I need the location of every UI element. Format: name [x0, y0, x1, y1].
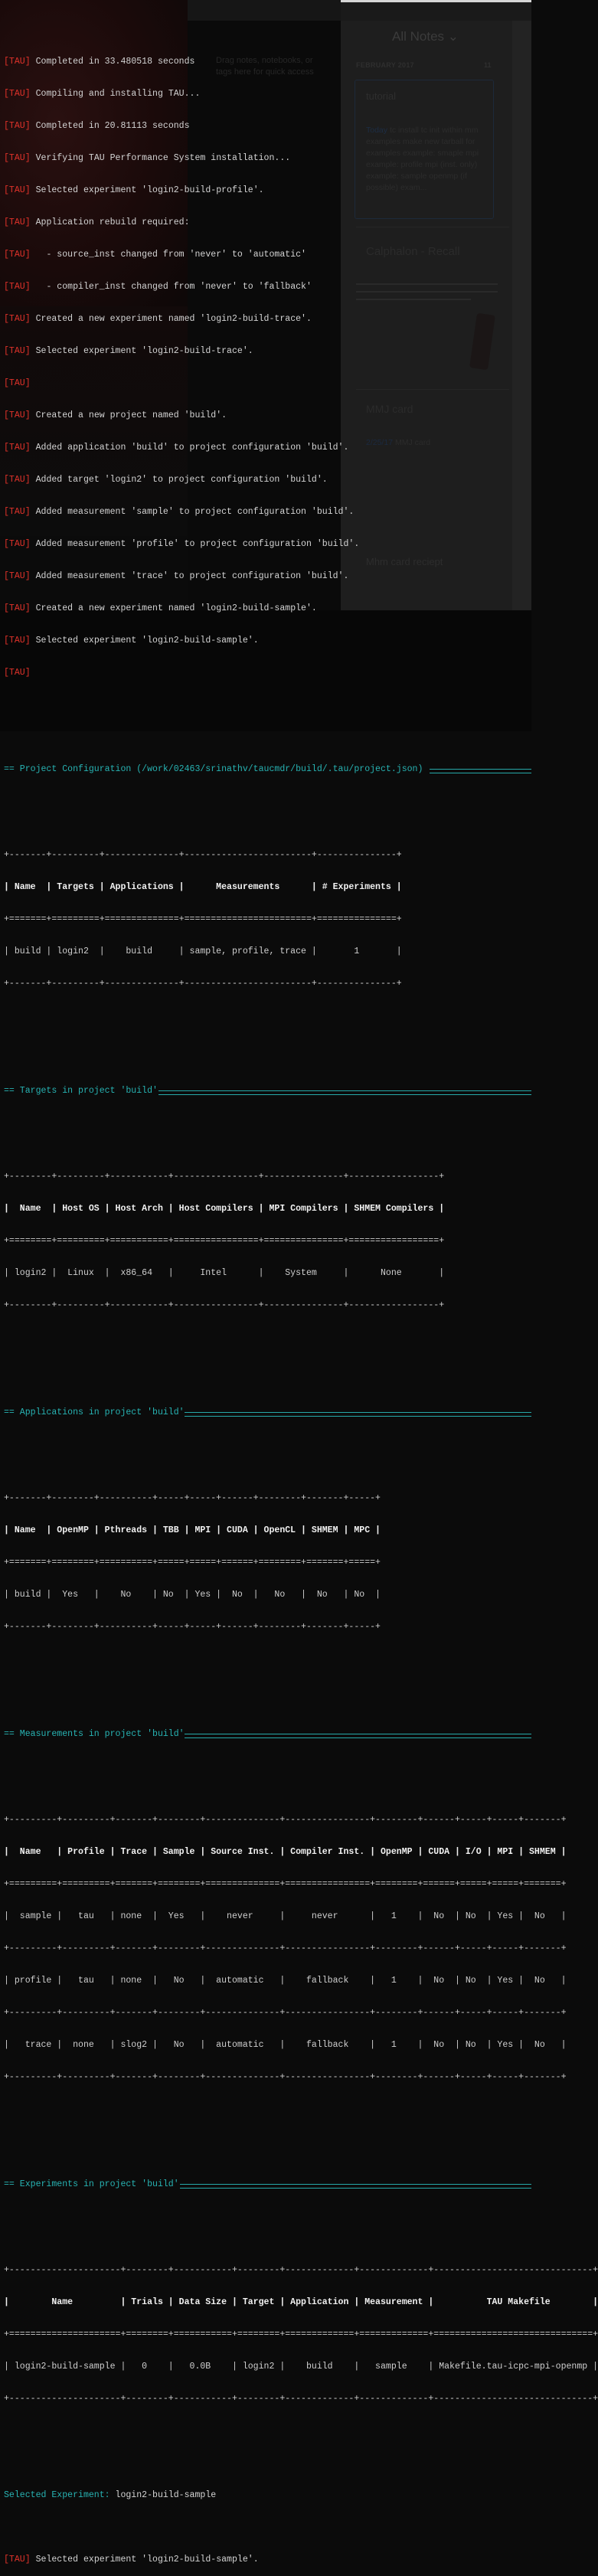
section-heading-experiments: [4, 2179, 531, 2190]
tau-tag: [TAU]: [4, 250, 31, 260]
note-title: MMJ card: [366, 403, 413, 415]
table-header-text: | Name | Host OS | Host Arch | Host Compilers | MPI Compilers | SHMEM Compilers |: [4, 1204, 445, 1214]
table-header-separator: +=====================+========+===========+========+=============+=============+==============================+: [4, 2329, 598, 2339]
table-header-row: [4, 1847, 567, 1858]
log-text: Selected experiment 'login2-build-sample'.: [35, 636, 259, 646]
section-heading-measurements: [4, 1729, 531, 1740]
log-text: Created a new experiment named 'login2-build-sample'.: [35, 603, 317, 613]
log-text: Completed in 20.81113 seconds: [35, 121, 190, 131]
log-line: [4, 217, 531, 228]
tau-tag: [TAU]: [4, 217, 31, 227]
note-snippet-text: tc install tc init within mm examples make new tarball for examples example: smaple mpi example: profile mpi (inst. only) example: sample openmp (if possible) exam...: [366, 126, 479, 192]
heading-rule: [185, 1734, 531, 1738]
table-row: | login2 | Linux | x86_64 | Intel | System | None |: [4, 1268, 445, 1278]
log-line-partial: [4, 18, 531, 25]
table-border: +---------+---------+-------+--------+--------------+----------------+--------+------+-----+-----+-------+: [4, 1815, 567, 1825]
log-line: [4, 185, 531, 196]
note-date: 2/25/17: [366, 438, 394, 447]
table-header-separator: +========+=========+===========+================+===============+=================+: [4, 1236, 445, 1246]
log-line: [4, 250, 531, 260]
blank-line: [4, 1761, 531, 1772]
blank-line: [4, 1118, 531, 1129]
table-border: +---------+---------+-------+--------+--------------+----------------+--------+------+-----+-----+-------+: [4, 2072, 567, 2082]
table-header-separator: +=======+=========+==============+========================+===============+: [4, 914, 402, 924]
table-border: +---------------------+--------+-----------+--------+-------------+-------------+------------------------------+: [4, 2394, 598, 2404]
tau-tag: [TAU]: [4, 443, 31, 453]
heading-rule: [185, 1412, 531, 1417]
log-line: [4, 571, 531, 582]
section-heading-applications: [4, 1407, 531, 1418]
table-header-row: [4, 1204, 531, 1214]
selected-experiment-value: login2-build-sample: [109, 2490, 217, 2500]
log-text: Added target 'login2' to project configuration 'build'.: [35, 475, 328, 485]
table-row: | build | Yes | No | No | Yes | No | No | No | No |: [4, 1590, 381, 1600]
log-line: [4, 2555, 531, 2565]
terminal-output: [4, 2, 598, 2576]
month-count: 11: [484, 61, 492, 69]
tau-tag: [TAU]: [4, 571, 31, 581]
table-border: +---------------------+--------+-----------+--------+-------------+-------------+------------------------------+: [4, 2265, 598, 2275]
section-title: == Experiments in project 'build': [4, 2179, 185, 2189]
log-line: [4, 153, 531, 164]
log-text: Selected experiment 'login2-build-sample'.: [35, 2555, 259, 2565]
selected-experiment-label: Selected Experiment:: [4, 2490, 110, 2500]
log-text: Selected experiment 'login2-build-profile'.: [35, 185, 264, 195]
log-text: Added measurement 'sample' to project configuration 'build'.: [35, 507, 355, 517]
tau-tag: [TAU]: [4, 668, 31, 678]
table-header-separator: +=======+========+==========+=====+=====+======+========+=======+=====+: [4, 1558, 381, 1568]
table-row: | trace | none | slog2 | No | automatic | fallback | 1 | No | No | Yes | No |: [4, 2040, 567, 2050]
table-header-text: | Name | OpenMP | Pthreads | TBB | MPI | CUDA | OpenCL | SHMEM | MPC |: [4, 1525, 381, 1535]
tau-tag: [TAU]: [4, 121, 31, 131]
selected-experiment-line: [4, 2490, 531, 2501]
log-text: - source_inst changed from 'never' to 'automatic': [35, 250, 306, 260]
table-header-row: [4, 2297, 598, 2308]
log-line: [4, 475, 531, 485]
targets-table: [4, 1150, 531, 1332]
table-row: | sample | tau | none | Yes | never | never | 1 | No | No | Yes | No |: [4, 1911, 567, 1921]
log-text: Created a new experiment named 'login2-build-trace'.: [35, 314, 312, 324]
log-line: [4, 378, 531, 389]
table-header-row: [4, 882, 531, 893]
table-header-text: | Name | Profile | Trace | Sample | Source Inst. | Compiler Inst. | OpenMP | CUDA | I/O | MPI | SHMEM |: [4, 1847, 567, 1857]
tau-tag: [TAU]: [4, 57, 31, 67]
log-line: [4, 636, 531, 646]
table-row: | login2-build-sample | 0 | 0.0B | login2 | build | sample | Makefile.tau-icpc-mpi-openmp |: [4, 2362, 598, 2372]
tau-tag: [TAU]: [4, 378, 31, 388]
measurements-table: [4, 1793, 567, 2104]
tau-tag: [TAU]: [4, 185, 31, 195]
month-label: FEBRUARY 2017: [356, 61, 414, 69]
section-heading-targets: [4, 1086, 531, 1097]
note-title: Calphalon - Recall: [366, 245, 460, 258]
log-text: Added measurement 'trace' to project configuration 'build'.: [35, 571, 349, 581]
shortcuts-hint: Drag notes, notebooks, or tags here for quick access: [216, 56, 314, 77]
tau-tag: [TAU]: [4, 153, 31, 163]
blank-line: [4, 1032, 531, 1043]
table-border: +---------+---------+-------+--------+--------------+----------------+--------+------+-----+-----+-------+: [4, 1943, 567, 1953]
log-text: - compiler_inst changed from 'never' to 'fallback': [35, 282, 312, 292]
section-title: == Project Configuration (/work/02463/srinathv/taucmdr/build/.tau/project.json): [4, 764, 429, 774]
log-line: [4, 346, 531, 357]
log-line: [4, 57, 531, 67]
blank-line: [4, 2447, 531, 2458]
tau-tag: [TAU]: [4, 636, 31, 646]
log-line: [4, 603, 531, 614]
log-line: [4, 410, 531, 421]
section-title: == Applications in project 'build': [4, 1407, 190, 1417]
experiments-table: [4, 2244, 598, 2426]
log-text: Created a new project named 'build'.: [35, 410, 227, 420]
tau-tag: [TAU]: [4, 314, 31, 324]
table-header-row: [4, 1525, 531, 1536]
all-notes-label: All Notes: [392, 29, 445, 44]
blank-line: [4, 796, 531, 807]
note-title: Mhm card reciept: [366, 556, 443, 567]
applications-table: [4, 1472, 531, 1654]
note-date: Today: [366, 126, 388, 135]
tau-tag: [TAU]: [4, 410, 31, 420]
table-border: +--------+---------+-----------+----------------+---------------+-----------------+: [4, 1300, 445, 1310]
tau-tag: [TAU]: [4, 539, 31, 549]
tau-tag: [TAU]: [4, 603, 31, 613]
log-text: Compiling and installing TAU...: [35, 89, 201, 99]
tau-tag: [TAU]: [4, 2555, 31, 2565]
log-text: Completed in 33.480518 seconds: [35, 57, 195, 67]
section-title: == Measurements in project 'build': [4, 1729, 190, 1739]
note-snippet-text: MMJ card: [394, 438, 431, 447]
table-row: | profile | tau | none | No | automatic | fallback | 1 | No | No | Yes | No |: [4, 1976, 567, 1986]
table-border: +-------+--------+----------+-----+-----+------+--------+-------+-----+: [4, 1493, 381, 1503]
log-line: [4, 282, 531, 293]
section-title: == Targets in project 'build': [4, 1086, 163, 1096]
heading-rule: [180, 2184, 531, 2189]
log-text: Added application 'build' to project configuration 'build'.: [35, 443, 349, 453]
log-line: [4, 314, 531, 325]
tau-tag: [TAU]: [4, 475, 31, 485]
chevron-down-icon: ⌄: [447, 29, 459, 44]
heading-rule: [158, 1090, 531, 1095]
table-border: +--------+---------+-----------+----------------+---------------+-----------------+: [4, 1172, 445, 1182]
table-header-text: | Name | Targets | Applications | Measurements | # Experiments |: [4, 882, 402, 892]
log-text: Added measurement 'profile' to project configuration 'build'.: [35, 539, 360, 549]
log-line: [4, 539, 531, 550]
log-line: [4, 668, 531, 678]
log-line: [4, 121, 531, 132]
tau-tag: [TAU]: [4, 282, 31, 292]
table-border: +-------+---------+--------------+------------------------+---------------+: [4, 850, 402, 860]
log-line: [4, 507, 531, 518]
blank-line: [4, 2212, 531, 2222]
log-line: [4, 89, 531, 100]
log-text: Selected experiment 'login2-build-trace'.: [35, 346, 253, 356]
blank-line: [4, 711, 531, 721]
log-text: Verifying TAU Performance System installation...: [35, 153, 291, 163]
blank-line: [4, 2126, 531, 2136]
tau-tag: [TAU]: [4, 346, 31, 356]
table-border: +-------+--------+----------+-----+-----+------+--------+-------+-----+: [4, 1622, 381, 1632]
blank-line: [4, 1440, 531, 1450]
blank-line: [4, 2522, 531, 2533]
project-table: [4, 829, 531, 1011]
tau-tag: [TAU]: [4, 507, 31, 517]
table-border: +---------+---------+-------+--------+--------------+----------------+--------+------+-----+-----+-------+: [4, 2008, 567, 2018]
blank-line: [4, 1675, 531, 1686]
heading-rule: [430, 769, 531, 773]
blank-line: [4, 1354, 531, 1365]
table-header-text: | Name | Trials | Data Size | Target | Application | Measurement | TAU Makefile |: [4, 2297, 598, 2307]
note-title: tutorial: [366, 90, 397, 102]
table-border: +-------+---------+--------------+------------------------+---------------+: [4, 979, 402, 989]
section-heading-project: [4, 764, 531, 775]
table-header-separator: +=========+=========+=======+========+==============+================+========+======+=====+=====+=======+: [4, 1879, 567, 1889]
log-line: [4, 443, 531, 453]
log-text: Application rebuild required:: [35, 217, 190, 227]
table-row: | build | login2 | build | sample, profile, trace | 1 |: [4, 946, 402, 956]
tau-tag: [TAU]: [4, 89, 31, 99]
